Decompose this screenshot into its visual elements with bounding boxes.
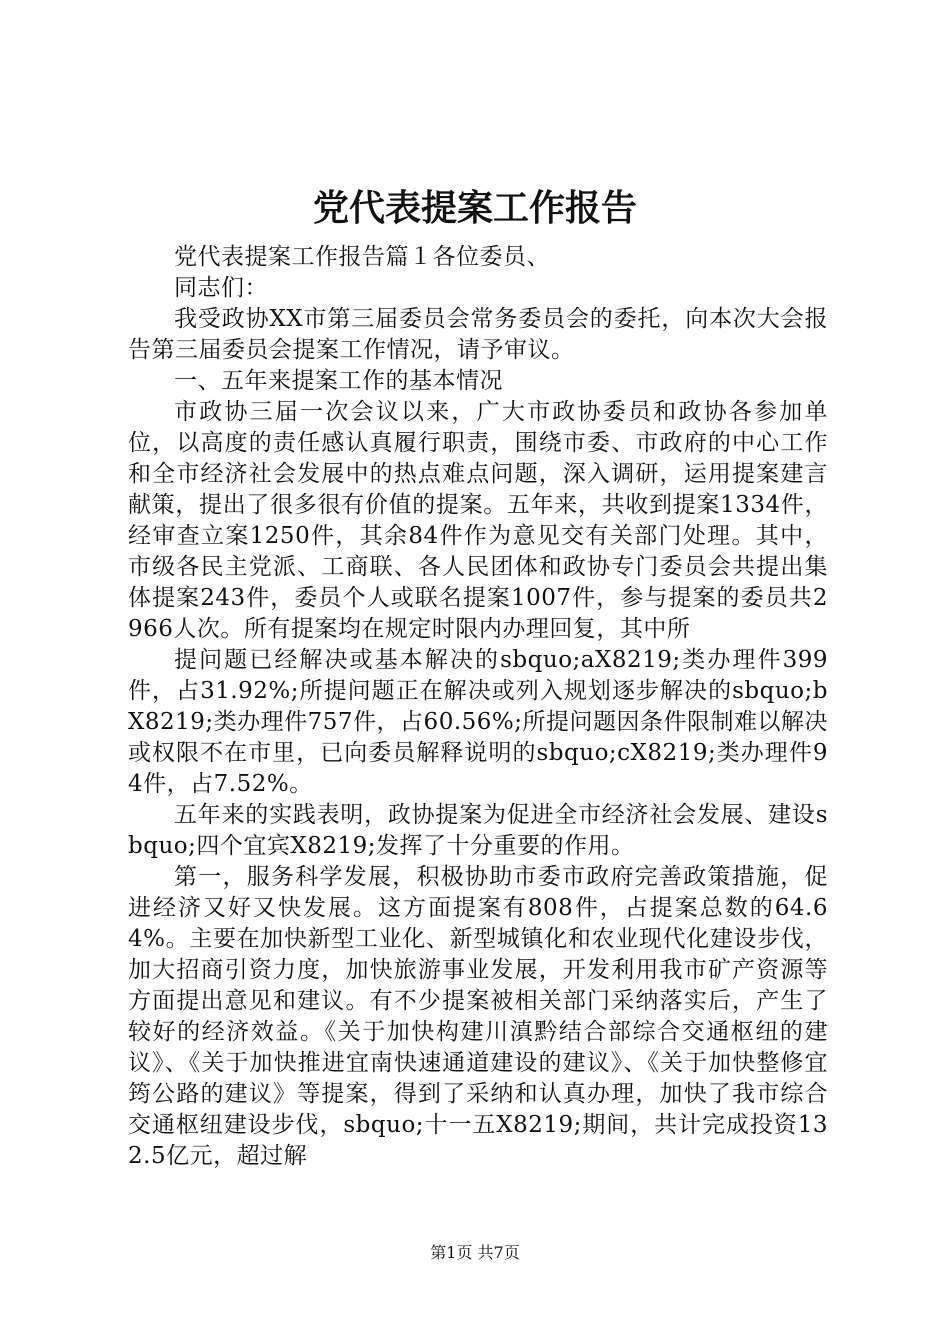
paragraph-overview: 市政协三届一次会议以来，广大市政协委员和政协各参加单位，以高度的责任感认真履行职责，围绕市委、市政府的中心工作和全市经济社会发展中的热点难点问题，深入调研，运用提案建言献策，提出了很多很有价值的提案。五年来，共收到提案1334件，经审查立案1250件，其余84件作为意见交有关部门处理。其中，市级各民主党派、工商联、各人民团体和政协专门委员会共提出集体提案243件，委员个人或联名提案1007件，参与提案的委员共2966人次。所有提案均在规定时限内办理回复，其中所 [128,399,828,642]
paragraph-first-point: 第一，服务科学发展，积极协助市委市政府完善政策措施，促进经济又好又快发展。这方面提案有808件，占提案总数的64.64%。主要在加快新型工业化、新型城镇化和农业现代化建设步伐，加大招商引资力度，加快旅游事业发展，开发利用我市矿产资源等方面提出意见和建议。有不少提案被相关部门采纳落实后，产生了较好的经济效益。《关于加快构建川滇黔结合部综合交通枢纽的建议》、《关于加快推进宜南快速通道建设的建议》、《关于加快整修宜筠公路的建议》等提案，得到了采纳和认真办理，加快了我市综合交通枢纽建设步伐，sbquo;十一五X8219;期间，共计完成投资132.5亿元，超过解 [128,864,828,1169]
section-heading-1: 一、五年来提案工作的基本情况 [174,368,503,394]
paragraph-greeting: 党代表提案工作报告篇１各位委员、 [174,244,550,270]
paragraph-intro: 我受政协XX市第三届委员会常务委员会的委托，向本次大会报告第三届委员会提案工作情况，请予审议。 [128,306,828,363]
page-number-footer: 第1页 共7页 [430,1243,520,1262]
document-body [128,242,828,1172]
paragraph-results: 提问题已经解决或基本解决的sbquo;aX8219;类办理件399件，占31.92%;所提问题正在解决或列入规划逐步解决的sbquo;bX8219;类办理件757件，占60.56%;所提问题因条件限制难以解决或权限不在市里，已向委员解释说明的sbquo;cX8219;类办理件94件，占7.52%。 [128,647,829,797]
paragraph-salutation: 同志们： [174,275,268,301]
document-title: 党代表提案工作报告 [312,187,637,229]
paragraph-practice: 五年来的实践表明，政协提案为促进全市经济社会发展、建设sbquo;四个宜宾X8219;发挥了十分重要的作用。 [128,802,828,859]
